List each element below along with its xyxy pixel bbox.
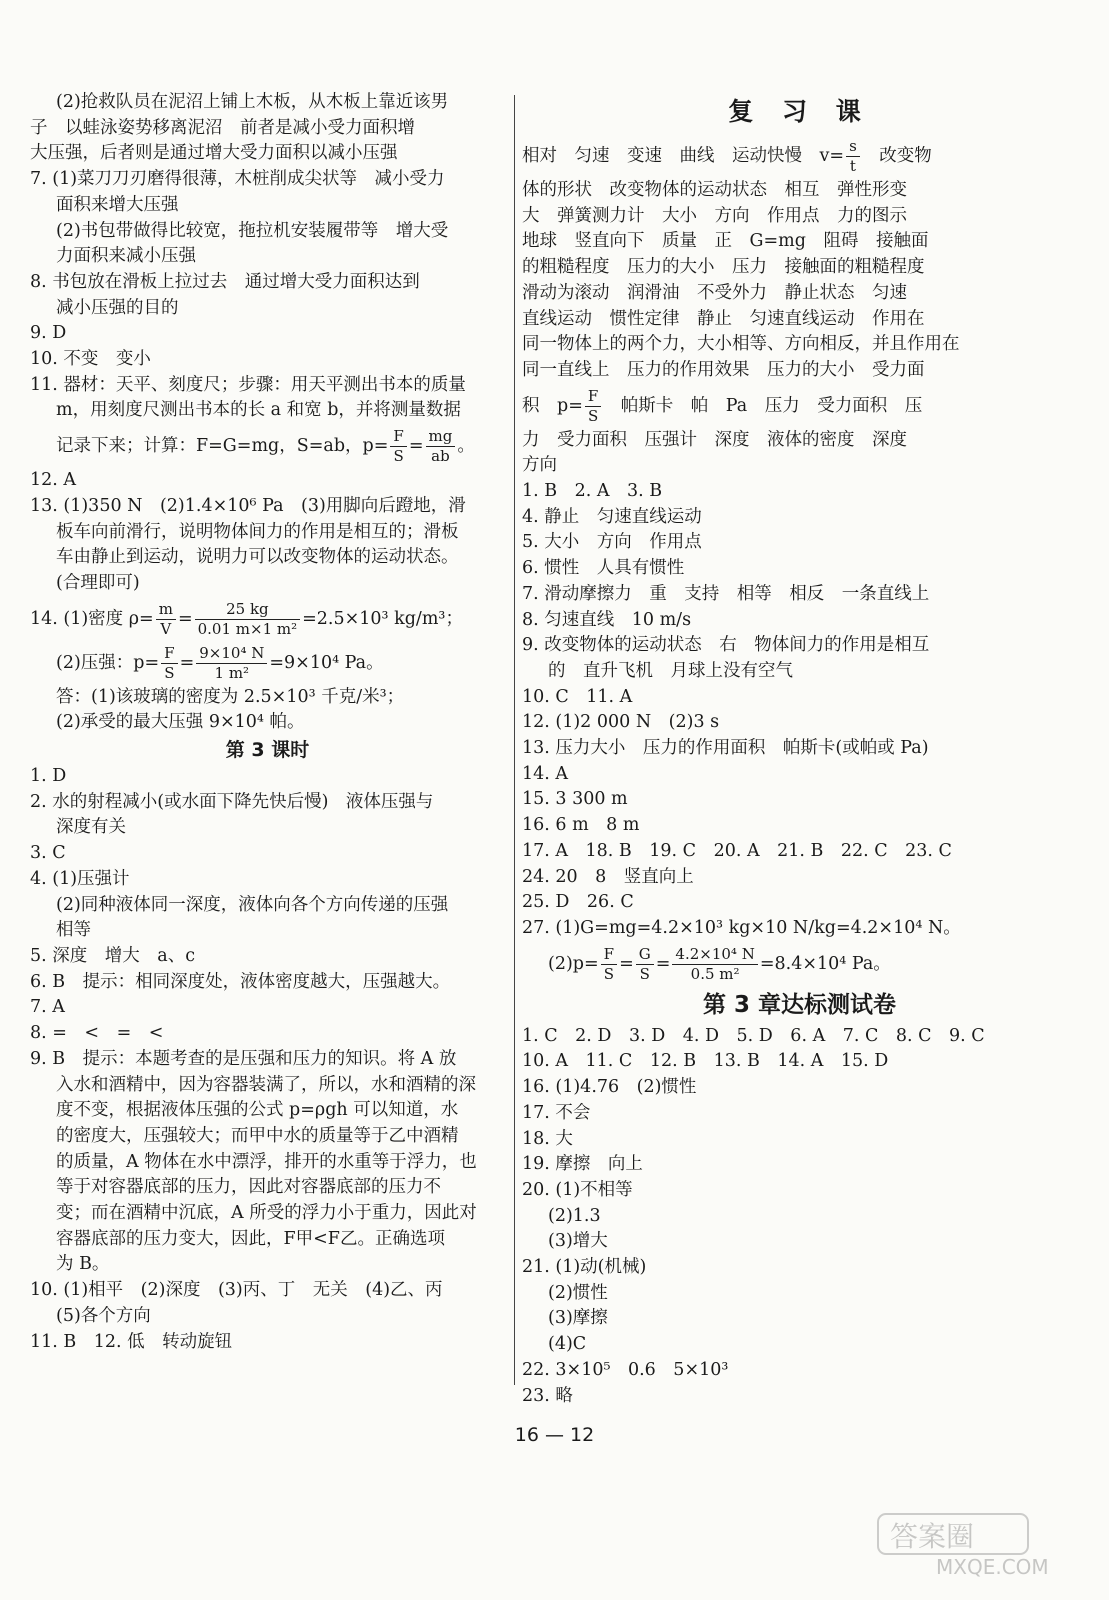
text-line: 方向 bbox=[522, 455, 557, 476]
text-line: (3)摩擦 bbox=[548, 1308, 608, 1329]
text-line: 体的形状 改变物体的运动状态 相互 弹性形变 bbox=[522, 180, 907, 200]
fraction: $\frac{F}{S}$ bbox=[390, 427, 406, 466]
text-line: 度不变，根据液体压强的公式 p=ρgh 可以知道，水 bbox=[56, 1100, 459, 1121]
text-line: 大压强，后者则是通过增大受力面积以减小压强 bbox=[30, 143, 398, 164]
right-column bbox=[522, 90, 1077, 1409]
text-line: (2)抢救队员在泥沼上铺上木板，从木板上靠近该男 bbox=[56, 92, 449, 112]
text-line: 相等 bbox=[56, 920, 91, 941]
text-line: 2. 水的射程减小(或水面下降先快后慢) 液体压强与 bbox=[30, 791, 434, 812]
text-line: 11. B 12. 低 转动旋钮 bbox=[30, 1331, 233, 1352]
text-line: 的密度大，压强较大；而甲中水的质量等于乙中酒精 bbox=[56, 1125, 459, 1146]
text-line: (5)各个方向 bbox=[56, 1305, 151, 1326]
text-line: 7. 滑动摩擦力 重 支持 相等 相反 一条直线上 bbox=[522, 583, 930, 604]
text-line: 14. A bbox=[522, 763, 569, 784]
text-line: 车由静止到运动，说明力可以改变物体的运动状态。 bbox=[56, 547, 459, 568]
section-title-review: 复 习 课 bbox=[728, 97, 871, 126]
text-line: 的质量，A 物体在水中漂浮，排开的水重等于浮力，也 bbox=[56, 1151, 477, 1172]
text-line: m，用刻度尺测出书本的长 a 和宽 b，并将测量数据 bbox=[56, 400, 461, 421]
text-line: 力 受力面积 压强计 深度 液体的密度 深度 bbox=[522, 429, 907, 450]
text-line: 7. (1)菜刀刀刃磨得很薄，木桩削成尖状等 减小受力 bbox=[30, 169, 445, 190]
text-line: 6. 惯性 人具有惯性 bbox=[522, 558, 685, 579]
text-line: 27. (1)G=mg=4.2×10³ kg×10 N/kg=4.2×10⁴ N。 bbox=[522, 917, 961, 938]
fraction: $\frac{\text{4.2×10⁴ N}}{\text{0.5 m²}}$ bbox=[672, 945, 757, 984]
text-line: 入水和酒精中，因为容器装满了，所以，水和酒精的深 bbox=[56, 1074, 476, 1095]
column-divider bbox=[514, 95, 515, 1385]
text-line: 9. D bbox=[30, 323, 67, 344]
text-line: 地球 竖直向下 质量 正 G=mg 阻碍 接触面 bbox=[522, 231, 929, 252]
section-title-lesson-3: 第 3 课时 bbox=[225, 739, 310, 762]
text-line: 13. (1)350 N (2)1.4×10⁶ Pa (3)用脚向后蹬地，滑 bbox=[30, 495, 466, 516]
text-line: 为 B。 bbox=[56, 1254, 110, 1275]
text-line: 3. C bbox=[30, 843, 66, 864]
fraction: $\frac{G}{S}$ bbox=[636, 945, 654, 984]
eq-text: 记录下来；计算：F=G=mg，S=ab，p= bbox=[56, 436, 389, 457]
text-line: (2)书包带做得比较宽，拖拉机安装履带等 增大受 bbox=[56, 220, 449, 241]
fraction: $\frac{F}{S}$ bbox=[585, 387, 601, 426]
text-line: (2)惯性 bbox=[548, 1282, 608, 1303]
text-line: 减小压强的目的 bbox=[56, 297, 179, 318]
text-line: 4. 静止 匀速直线运动 bbox=[522, 506, 702, 527]
fraction: $\frac{25 kg}{\text{0.01 m×1 m²}}$ bbox=[195, 600, 301, 639]
text-line: 6. B 提示：相同深度处，液体密度越大，压强越大。 bbox=[30, 971, 451, 992]
equation-11: 记录下来；计算：F=G=mg，S=ab，p= $\frac{F}{S}$ = $\frac{mg}{ab}$ 。 bbox=[56, 427, 475, 466]
text-line: 力面积来减小压强 bbox=[56, 246, 196, 267]
text-line: 25. D 26. C bbox=[522, 892, 634, 913]
text-line: 10. A 11. C 12. B 13. B 14. A 15. D bbox=[522, 1051, 889, 1072]
text-line: 变；而在酒精中沉底，A 所受的浮力小于重力，因此对 bbox=[56, 1203, 477, 1224]
fraction: $\frac{s}{t}$ bbox=[846, 137, 860, 176]
text-line: 22. 3×10⁵ 0.6 5×10³ bbox=[522, 1359, 729, 1380]
text-line: 24. 20 8 竖直向上 bbox=[522, 866, 694, 887]
fraction: $\frac{F}{S}$ bbox=[161, 644, 177, 683]
text-line: 8. = < = < bbox=[30, 1023, 164, 1044]
text-line: 15. 3 300 m bbox=[522, 789, 628, 810]
text-line: 10. C 11. A bbox=[522, 686, 633, 707]
text-line: 23. 略 bbox=[522, 1385, 573, 1406]
fraction: $\frac{mg}{ab}$ bbox=[426, 427, 456, 466]
text-line: 5. 深度 增大 a、c bbox=[30, 945, 195, 966]
text-line: 同一物体上的两个力，大小相等、方向相反，并且作用在 bbox=[522, 334, 960, 355]
text-line: 板车向前滑行，说明物体间力的作用是相互的；滑板 bbox=[56, 521, 459, 542]
text-line: 1. B 2. A 3. B bbox=[522, 481, 663, 502]
page-number: 16 — 12 bbox=[514, 1424, 595, 1446]
text-line: (4)C bbox=[548, 1334, 587, 1355]
text-line: 1. C 2. D 3. D 4. D 5. D 6. A 7. C 8. C 9. C bbox=[522, 1025, 985, 1046]
text-line: 7. A bbox=[30, 997, 65, 1018]
text-line: 10. 不变 变小 bbox=[30, 349, 151, 370]
equation-pressure: 积 p= $\frac{F}{S}$ 帕斯卡 帕 Pa 压力 受力面积 压 bbox=[522, 386, 923, 425]
text-line: 4. (1)压强计 bbox=[30, 868, 130, 889]
text-line: 21. (1)动(机械) bbox=[522, 1257, 647, 1278]
text-line: 16. (1)4.76 (2)惯性 bbox=[522, 1077, 697, 1098]
text-line: 5. 大小 方向 作用点 bbox=[522, 532, 702, 553]
fraction: $\frac{m}{V}$ bbox=[156, 600, 176, 639]
equation-velocity: 相对 匀速 变速 曲线 运动快慢 v= $\frac{s}{t}$ 改变物 bbox=[522, 137, 932, 175]
text-line: 滑动为滚动 润滑油 不受外力 静止状态 匀速 bbox=[522, 282, 907, 303]
text-line: 17. 不会 bbox=[522, 1102, 591, 1123]
svg-text:MXQE.COM: MXQE.COM bbox=[936, 1555, 1049, 1579]
text-line: (2)承受的最大压强 9×10⁴ 帕。 bbox=[56, 712, 305, 733]
text-line: 17. A 18. B 19. C 20. A 21. B 22. C 23. C bbox=[522, 840, 952, 861]
text-line: 面积来增大压强 bbox=[56, 194, 179, 215]
text-line: 深度有关 bbox=[56, 817, 126, 838]
text-line: (合理即可) bbox=[56, 572, 140, 593]
section-title-test: 第 3 章达标测试卷 bbox=[702, 991, 897, 1018]
text-line: 8. 匀速直线 10 m/s bbox=[522, 609, 692, 630]
text-line: 大 弹簧测力计 大小 方向 作用点 力的图示 bbox=[522, 205, 907, 226]
text-line: (3)增大 bbox=[548, 1231, 608, 1252]
svg-text:答案圈: 答案圈 bbox=[890, 1520, 975, 1553]
watermark-logo bbox=[876, 1510, 1091, 1580]
left-column bbox=[30, 90, 505, 1355]
text-line: 11. 器材：天平、刻度尺；步骤：用天平测出书本的质量 bbox=[30, 374, 466, 395]
text-line: 16. 6 m 8 m bbox=[522, 815, 640, 836]
equation-14b: (2)压强：p= $\frac{F}{S}$ = $\frac{\text{9×10⁴ N}}{\text{1 m²}}$ =9×10⁴ Pa。 bbox=[56, 643, 384, 682]
text-line: 答：(1)该玻璃的密度为 2.5×10³ 千克/米³； bbox=[56, 686, 405, 707]
text-line: 19. 摩擦 向上 bbox=[522, 1154, 643, 1175]
text-line: 20. (1)不相等 bbox=[522, 1179, 633, 1200]
text-line: 容器底部的压力变大，因此，F甲<F乙。正确选项 bbox=[56, 1228, 445, 1249]
text-line: 9. 改变物体的运动状态 右 物体间力的作用是相互 bbox=[522, 635, 930, 656]
text-line: 10. (1)相平 (2)深度 (3)丙、丁 无关 (4)乙、丙 bbox=[30, 1280, 443, 1301]
fraction: $\frac{F}{S}$ bbox=[601, 945, 617, 984]
text-line: 1. D bbox=[30, 766, 67, 787]
text-line: 18. 大 bbox=[522, 1128, 573, 1149]
fraction: $\frac{\text{9×10⁴ N}}{\text{1 m²}}$ bbox=[196, 644, 267, 683]
text-line: (2)1.3 bbox=[548, 1205, 601, 1226]
text-line: 的粗糙程度 压力的大小 压力 接触面的粗糙程度 bbox=[522, 257, 925, 278]
equation-27: (2)p= $\frac{F}{S}$ = $\frac{G}{S}$ = $\frac{\text{4.2×10⁴ N}}{\text{0.5 m²}}$ =8.4×10⁴ Pa。 bbox=[548, 944, 891, 983]
text-line: 子 以蛙泳姿势移离泥沼 前者是减小受力面积增 bbox=[30, 117, 415, 138]
text-line: (2)同种液体同一深度，液体向各个方向传递的压强 bbox=[56, 894, 449, 915]
text-line: 同一直线上 压力的作用效果 压力的大小 受力面 bbox=[522, 359, 925, 380]
text-line: 等于对容器底部的压力，因此对容器底部的压力不 bbox=[56, 1177, 441, 1198]
text-line: 12. (1)2 000 N (2)3 s bbox=[522, 712, 720, 733]
text-line: 直线运动 惯性定律 静止 匀速直线运动 作用在 bbox=[522, 308, 925, 329]
text-line: 9. B 提示：本题考查的是压强和压力的知识。将 A 放 bbox=[30, 1048, 457, 1069]
equation-14a: 14. (1)密度 ρ= $\frac{m}{V}$ = $\frac{25 kg}{\text{0.01 m×1 m²}}$ =2.5×10³ kg/m³； bbox=[30, 599, 463, 638]
text-line: 的 直升飞机 月球上没有空气 bbox=[548, 660, 793, 681]
text-line: 12. A bbox=[30, 470, 77, 491]
text-line: 8. 书包放在滑板上拉过去 通过增大受力面积达到 bbox=[30, 271, 420, 292]
text-line: 13. 压力大小 压力的作用面积 帕斯卡(或帕或 Pa) bbox=[522, 738, 929, 759]
